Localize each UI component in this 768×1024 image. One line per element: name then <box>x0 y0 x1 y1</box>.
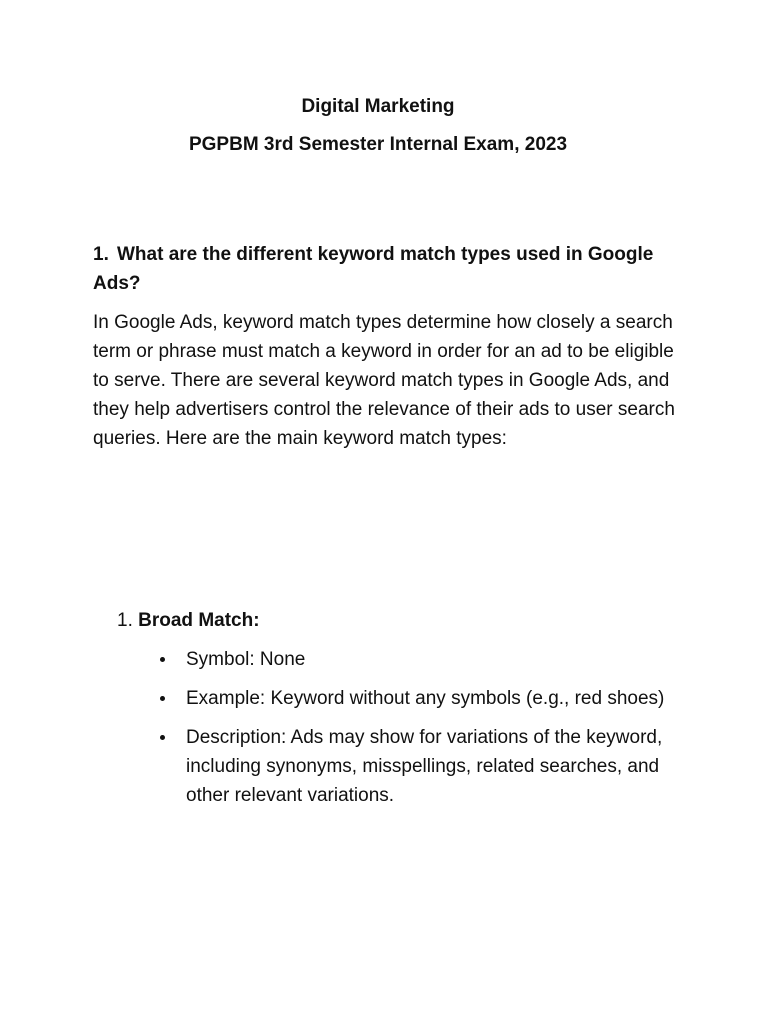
exam-title: PGPBM 3rd Semester Internal Exam, 2023 <box>188 134 568 155</box>
match-type-number: 1. <box>117 610 133 631</box>
question-number: 1. <box>93 244 109 265</box>
list-item <box>186 723 686 810</box>
bullet-icon <box>160 696 165 701</box>
document-header <box>0 88 756 164</box>
match-type-name: Broad Match: <box>138 610 260 631</box>
question-text: What are the different keyword match types used in Google Ads? <box>93 244 654 294</box>
match-type-details <box>186 645 686 820</box>
match-type-heading <box>117 606 260 635</box>
bullet-icon <box>160 657 165 662</box>
list-item <box>186 684 686 713</box>
bullet-text: Example: Keyword without any symbols (e.g., red shoes) <box>186 688 665 709</box>
bullet-text: Symbol: None <box>186 649 306 670</box>
list-item <box>186 645 686 674</box>
subject-title: Digital Marketing <box>301 96 455 117</box>
question-heading <box>93 240 693 298</box>
bullet-icon <box>160 735 165 740</box>
intro-paragraph: In Google Ads, keyword match types determine how closely a search term or phrase must match a keyword in order for an ad to be eligible to serve. There are several keyword match types in Google Ads, and they help advertisers control the relevance of their ads to user search queries. Here are the main keyword match types: <box>93 312 675 449</box>
bullet-text: Description: Ads may show for variations of the keyword, including synonyms, misspellings, related searches, and other relevant variations. <box>186 727 663 806</box>
